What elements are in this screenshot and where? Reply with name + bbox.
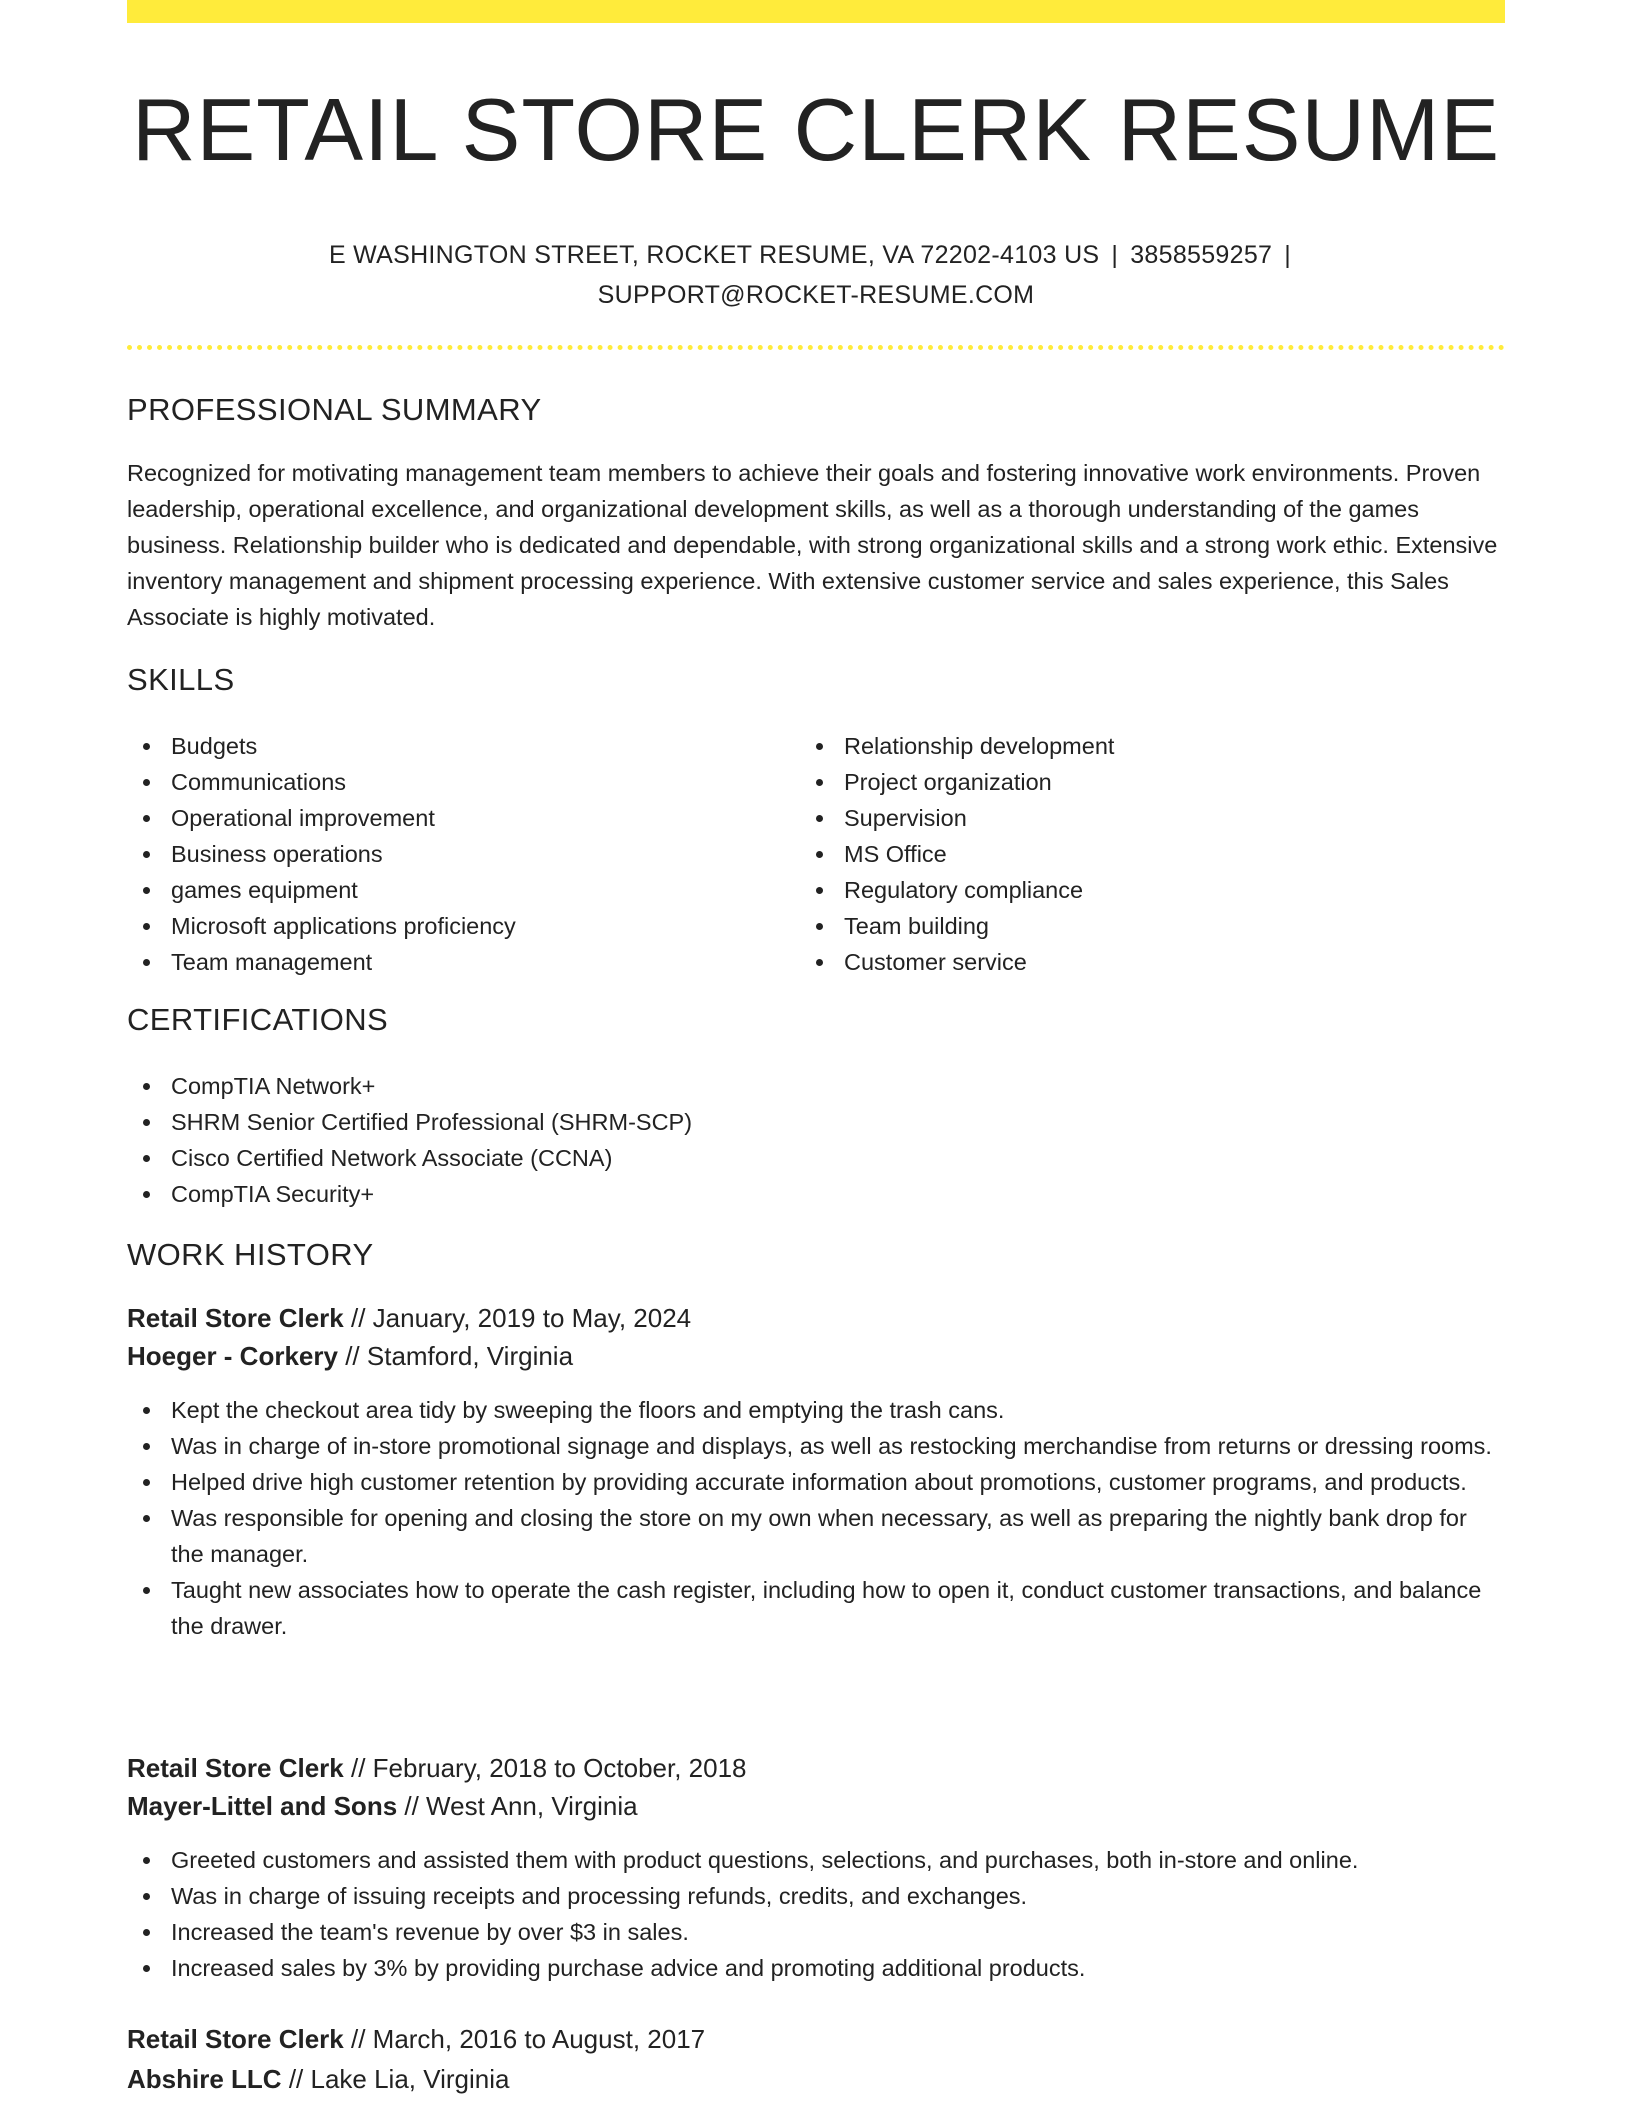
job-bullet: Increased sales by 3% by providing purchase advice and promoting additional products.	[127, 1950, 1505, 1986]
certification-item: SHRM Senior Certified Professional (SHRM-SCP)	[127, 1104, 1127, 1140]
skill-item: Operational improvement	[127, 800, 787, 836]
job-bullet: Was in charge of issuing receipts and processing refunds, credits, and exchanges.	[127, 1878, 1505, 1914]
job-bullet: Greeted customers and assisted them with product questions, selections, and purchases, both in-store and online.	[127, 1842, 1505, 1878]
job-title: Retail Store Clerk	[127, 2024, 344, 2054]
certification-item: CompTIA Security+	[127, 1176, 1127, 1212]
skill-item: Team building	[800, 908, 1500, 944]
contact-separator: |	[1111, 241, 1119, 269]
header-divider	[127, 345, 1505, 350]
contact-info	[127, 235, 1505, 315]
contact-phone: 3858559257	[1130, 241, 1273, 269]
job-bullets	[127, 1392, 1505, 1644]
job-bullet: Increased the team's revenue by over $3 in sales.	[127, 1914, 1505, 1950]
job-company-line	[127, 2060, 509, 2098]
resume-title: RETAIL STORE CLERK RESUME	[131, 80, 1501, 179]
job-title: Retail Store Clerk	[127, 1303, 344, 1333]
job-dates: // February, 2018 to October, 2018	[350, 1753, 747, 1783]
contact-separator: |	[1284, 241, 1292, 269]
job-company-line	[127, 1337, 573, 1375]
skill-item: games equipment	[127, 872, 787, 908]
job-location: // Stamford, Virginia	[345, 1341, 574, 1371]
skill-item: Team management	[127, 944, 787, 980]
skill-item: Budgets	[127, 728, 787, 764]
summary-heading: PROFESSIONAL SUMMARY	[127, 392, 542, 427]
job-bullet: Helped drive high customer retention by providing accurate information about promotions, customer programs, and products.	[127, 1464, 1505, 1500]
job-title-line	[127, 2020, 705, 2058]
job-company: Mayer-Littel and Sons	[127, 1791, 398, 1821]
skill-item: Business operations	[127, 836, 787, 872]
job-title-line	[127, 1749, 747, 1787]
skill-item: Supervision	[800, 800, 1500, 836]
work-history-heading: WORK HISTORY	[127, 1237, 374, 1272]
skill-item: Relationship development	[800, 728, 1500, 764]
job-dates: // March, 2016 to August, 2017	[350, 2024, 706, 2054]
certification-item: CompTIA Network+	[127, 1068, 1127, 1104]
job-location: // Lake Lia, Virginia	[288, 2064, 510, 2094]
job-company-line	[127, 1787, 638, 1825]
contact-address: E WASHINGTON STREET, ROCKET RESUME, VA 72202-4103 US	[328, 241, 1100, 269]
contact-email: SUPPORT@ROCKET-RESUME.COM	[597, 281, 1035, 309]
skill-item: Project organization	[800, 764, 1500, 800]
skill-item: MS Office	[800, 836, 1500, 872]
summary-text: Recognized for motivating management team members to achieve their goals and fostering innovative work environments. Proven leadership, operational excellence, and organizational development skills, as well as a thorough understanding of the games business. Relationship builder who is dedicated and dependable, with strong organizational skills and a strong work ethic. Extensive inventory management and shipment processing experience. With extensive customer service and sales experience, this Sales Associate is highly motivated.	[127, 460, 1498, 630]
certifications-heading: CERTIFICATIONS	[127, 1002, 389, 1037]
job-location: // West Ann, Virginia	[404, 1791, 638, 1821]
skill-item: Microsoft applications proficiency	[127, 908, 787, 944]
job-company: Abshire LLC	[127, 2064, 282, 2094]
job-dates: // January, 2019 to May, 2024	[350, 1303, 692, 1333]
job-title: Retail Store Clerk	[127, 1753, 344, 1783]
job-title-line	[127, 1299, 691, 1337]
skill-item: Customer service	[800, 944, 1500, 980]
job-bullet: Kept the checkout area tidy by sweeping the floors and emptying the trash cans.	[127, 1392, 1505, 1428]
skill-item: Regulatory compliance	[800, 872, 1500, 908]
job-company: Hoeger - Corkery	[127, 1341, 338, 1371]
job-bullet: Was responsible for opening and closing the store on my own when necessary, as well as preparing the nightly bank drop for the manager.	[127, 1500, 1505, 1572]
job-bullet: Taught new associates how to operate the cash register, including how to open it, conduct customer transactions, and balance the drawer.	[127, 1572, 1505, 1644]
top-accent-bar	[127, 0, 1505, 23]
skills-heading: SKILLS	[127, 662, 235, 697]
certification-item: Cisco Certified Network Associate (CCNA)	[127, 1140, 1127, 1176]
skill-item: Communications	[127, 764, 787, 800]
job-bullets	[127, 1842, 1505, 1986]
job-bullet: Was in charge of in-store promotional signage and displays, as well as restocking merchandise from returns or dressing rooms.	[127, 1428, 1505, 1464]
skills-list-left	[127, 728, 787, 980]
certifications-list	[127, 1068, 1127, 1212]
skills-list-right	[800, 728, 1500, 980]
